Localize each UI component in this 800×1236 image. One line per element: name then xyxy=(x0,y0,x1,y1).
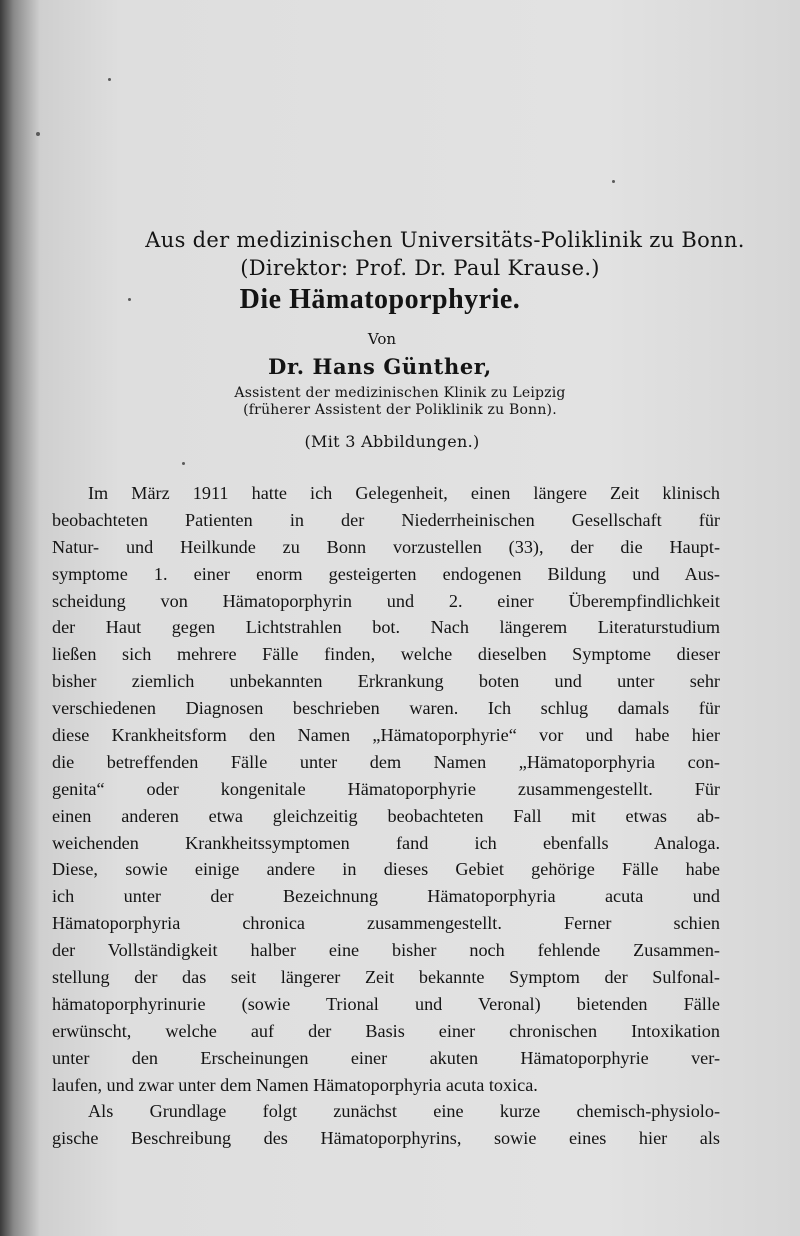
article-title: Die Hämatoporphyrie. xyxy=(239,284,521,315)
body-line: beobachteten Patienten in der Niederrheinischen Gesellschaft für xyxy=(52,509,720,530)
body-line: der Haut gegen Lichtstrahlen bot. Nach längerem Literaturstudium xyxy=(52,617,720,638)
body-line: laufen, und zwar unter dem Namen Hämatoporphyria acuta toxica. xyxy=(52,1074,538,1095)
body-line: ließen sich mehrere Fälle finden, welche dieselben Symptome dieser xyxy=(52,644,720,665)
body-line: der Vollständigkeit halber eine bisher noch fehlende Zusammen- xyxy=(52,940,720,961)
body-line: weichenden Krankheitssymptomen fand ich ebenfalls Analoga. xyxy=(52,832,720,853)
scan-speck xyxy=(36,132,40,136)
scan-speck xyxy=(182,462,185,465)
body-line: ich unter der Bezeichnung Hämatoporphyria acuta und xyxy=(52,886,720,907)
body-line: Diese, sowie einige andere in dieses Gebiet gehörige Fälle habe xyxy=(52,859,720,880)
scan-speck xyxy=(612,180,615,183)
affiliation-line-2: (Direktor: Prof. Dr. Paul Krause.) xyxy=(240,256,600,280)
body-line: hämatoporphyrinurie (sowie Trional und Veronal) bietenden Fälle xyxy=(52,993,720,1014)
scan-speck xyxy=(108,78,111,81)
body-line: erwünscht, welche auf der Basis einer chronischen Intoxikation xyxy=(52,1020,720,1041)
body-line: verschiedenen Diagnosen beschrieben waren. Ich schlug damals für xyxy=(52,698,720,719)
body-line: Natur- und Heilkunde zu Bonn vorzustellen (33), der die Haupt- xyxy=(52,536,720,557)
body-line: stellung der das seit längerer Zeit bekannte Symptom der Sulfonal- xyxy=(52,967,720,988)
body-line: scheidung von Hämatoporphyrin und 2. einer Überempfindlichkeit xyxy=(52,590,720,611)
body-paragraph xyxy=(52,480,720,1152)
scan-speck xyxy=(128,298,131,301)
author-position-1: Assistent der medizinischen Klinik zu Leipzig xyxy=(234,385,566,401)
body-line: diese Krankheitsform den Namen „Hämatoporphyrie“ vor und habe hier xyxy=(52,725,720,746)
body-line: symptome 1. einer enorm gesteigerten endogenen Bildung und Aus- xyxy=(52,563,720,584)
body-line: Hämatoporphyria chronica zusammengestellt. Ferner schien xyxy=(52,913,720,934)
body-line: einen anderen etwa gleichzeitig beobachteten Fall mit etwas ab- xyxy=(52,805,720,826)
body-line: bisher ziemlich unbekannten Erkrankung boten und unter sehr xyxy=(52,671,720,692)
body-line: die betreffenden Fälle unter dem Namen „Hämatoporphyria con- xyxy=(52,751,720,772)
author-position-2: (früherer Assistent der Poliklinik zu Bonn). xyxy=(243,402,557,418)
body-line: Als Grundlage folgt zunächst eine kurze chemisch-physiolo- xyxy=(88,1101,720,1122)
body-line: unter den Erscheinungen einer akuten Hämatoporphyrie ver- xyxy=(52,1047,720,1068)
affiliation-line-1: Aus der medizinischen Universitäts-Poliklinik zu Bonn. xyxy=(145,228,745,252)
author-name: Dr. Hans Günther, xyxy=(268,354,492,379)
body-line: genita“ oder kongenitale Hämatoporphyrie zusammengestellt. Für xyxy=(52,778,720,799)
figures-note: (Mit 3 Abbildungen.) xyxy=(304,432,480,451)
body-line: gische Beschreibung des Hämatoporphyrins, sowie eines hier als xyxy=(52,1128,720,1149)
byline: Von xyxy=(367,330,397,348)
body-line: Im März 1911 hatte ich Gelegenheit, einen längere Zeit klinisch xyxy=(88,483,720,503)
